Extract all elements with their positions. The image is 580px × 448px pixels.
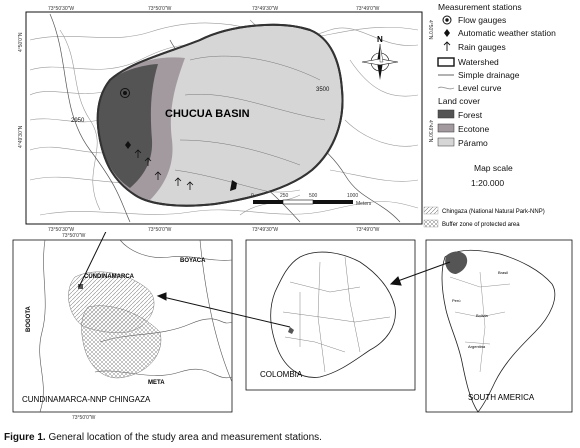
- legend-forest: Forest: [458, 110, 483, 120]
- svg-text:N: N: [377, 35, 383, 44]
- colombia-caption: COLOMBIA: [260, 370, 303, 379]
- rain-gauge-icon: [444, 42, 450, 51]
- hatch-buffer-icon: [424, 220, 438, 227]
- coord-bottom-4: 73°49'0"W: [356, 227, 380, 233]
- coord-top-3: 73°49'30"W: [252, 6, 279, 12]
- legend-cover-title: Land cover: [438, 96, 481, 106]
- svg-text:Argentina: Argentina: [468, 344, 486, 349]
- label-bogota: BOGOTA: [26, 306, 32, 332]
- legend-ecotone: Ecotone: [458, 124, 490, 134]
- coord-left-2: 4°49'30"N: [18, 125, 24, 148]
- hatch-nnp-icon: [424, 207, 438, 214]
- coord-top-2: 73°50'0"W: [148, 6, 172, 12]
- coord-right-2: 4°49'30"N: [427, 120, 433, 143]
- svg-text:1000: 1000: [347, 193, 359, 199]
- svg-text:Bolivia: Bolivia: [476, 313, 488, 318]
- legend-scale-title: Map scale: [474, 163, 513, 173]
- legend-watershed: Watershed: [458, 57, 499, 67]
- legend-flow-gauges: Flow gauges: [458, 15, 507, 25]
- coord-top-1: 73°50'30"W: [48, 6, 75, 12]
- svg-text:Perú: Perú: [452, 298, 461, 303]
- colombia-map: [246, 240, 415, 390]
- elevation-label-3500: 3500: [316, 87, 330, 93]
- south-america-map: [426, 240, 572, 412]
- level-curve-icon: [438, 87, 454, 89]
- weather-station-icon: [444, 29, 450, 37]
- svg-text:250: 250: [280, 193, 289, 199]
- regional-coord-bottom: 73°50'0"W: [72, 415, 96, 421]
- coord-top-4: 73°49'0"W: [356, 6, 380, 12]
- legend-paramo: Páramo: [458, 138, 488, 148]
- coord-bottom-1: 73°50'30"W: [48, 227, 75, 233]
- watershed-icon: [438, 58, 454, 66]
- legend-simple-drainage: Simple drainage: [458, 70, 520, 80]
- svg-text:0: 0: [251, 193, 254, 199]
- ecotone-swatch: [438, 124, 454, 132]
- legend-stations-title: Measurement stations: [438, 2, 522, 12]
- coord-bottom-3: 73°49'30"W: [252, 227, 279, 233]
- coord-right-1: 4°50'0"N: [427, 20, 433, 40]
- svg-text:Meters: Meters: [356, 201, 372, 207]
- svg-text:Brasil: Brasil: [498, 270, 509, 275]
- legend-weather-station: Automatic weather station: [458, 28, 556, 38]
- legend-buffer: Buffer zone of protected area: [442, 222, 520, 228]
- coord-bottom-2: 73°50'0"W: [148, 227, 172, 233]
- legend: [438, 2, 556, 188]
- figure-caption: [4, 432, 322, 443]
- legend-scale-value: 1:20.000: [471, 178, 505, 188]
- legend-level-curve: Level curve: [458, 83, 502, 93]
- south-america-caption: SOUTH AMERICA: [468, 393, 535, 402]
- figure-caption-text: General location of the study area and measurement stations.: [45, 432, 322, 443]
- paramo-swatch: [438, 138, 454, 146]
- svg-text:500: 500: [309, 193, 318, 199]
- legend-rain-gauges: Rain gauges: [458, 42, 506, 52]
- figure-caption-label: Figure 1.: [4, 432, 46, 443]
- coord-left-1: 4°50'0"N: [18, 32, 24, 52]
- forest-swatch: [438, 110, 454, 118]
- label-boyaca: BOYACA: [180, 258, 206, 264]
- regional-caption: CUNDINAMARCA-NNP CHINGAZA: [22, 395, 151, 404]
- label-cundinamarca: CUNDINAMARCA: [84, 274, 134, 280]
- bottom-maps-panel: [0, 232, 580, 430]
- elevation-label-2950: 2950: [71, 118, 85, 124]
- flow-gauge-icon: [443, 16, 451, 24]
- regional-map: [13, 233, 232, 421]
- basin-title: CHUCUA BASIN: [165, 108, 250, 120]
- regional-coord-top: 73°50'0"W: [62, 233, 86, 239]
- label-meta: META: [148, 380, 165, 386]
- legend-nnp: Chingaza (National Natural Park-NNP): [442, 209, 545, 215]
